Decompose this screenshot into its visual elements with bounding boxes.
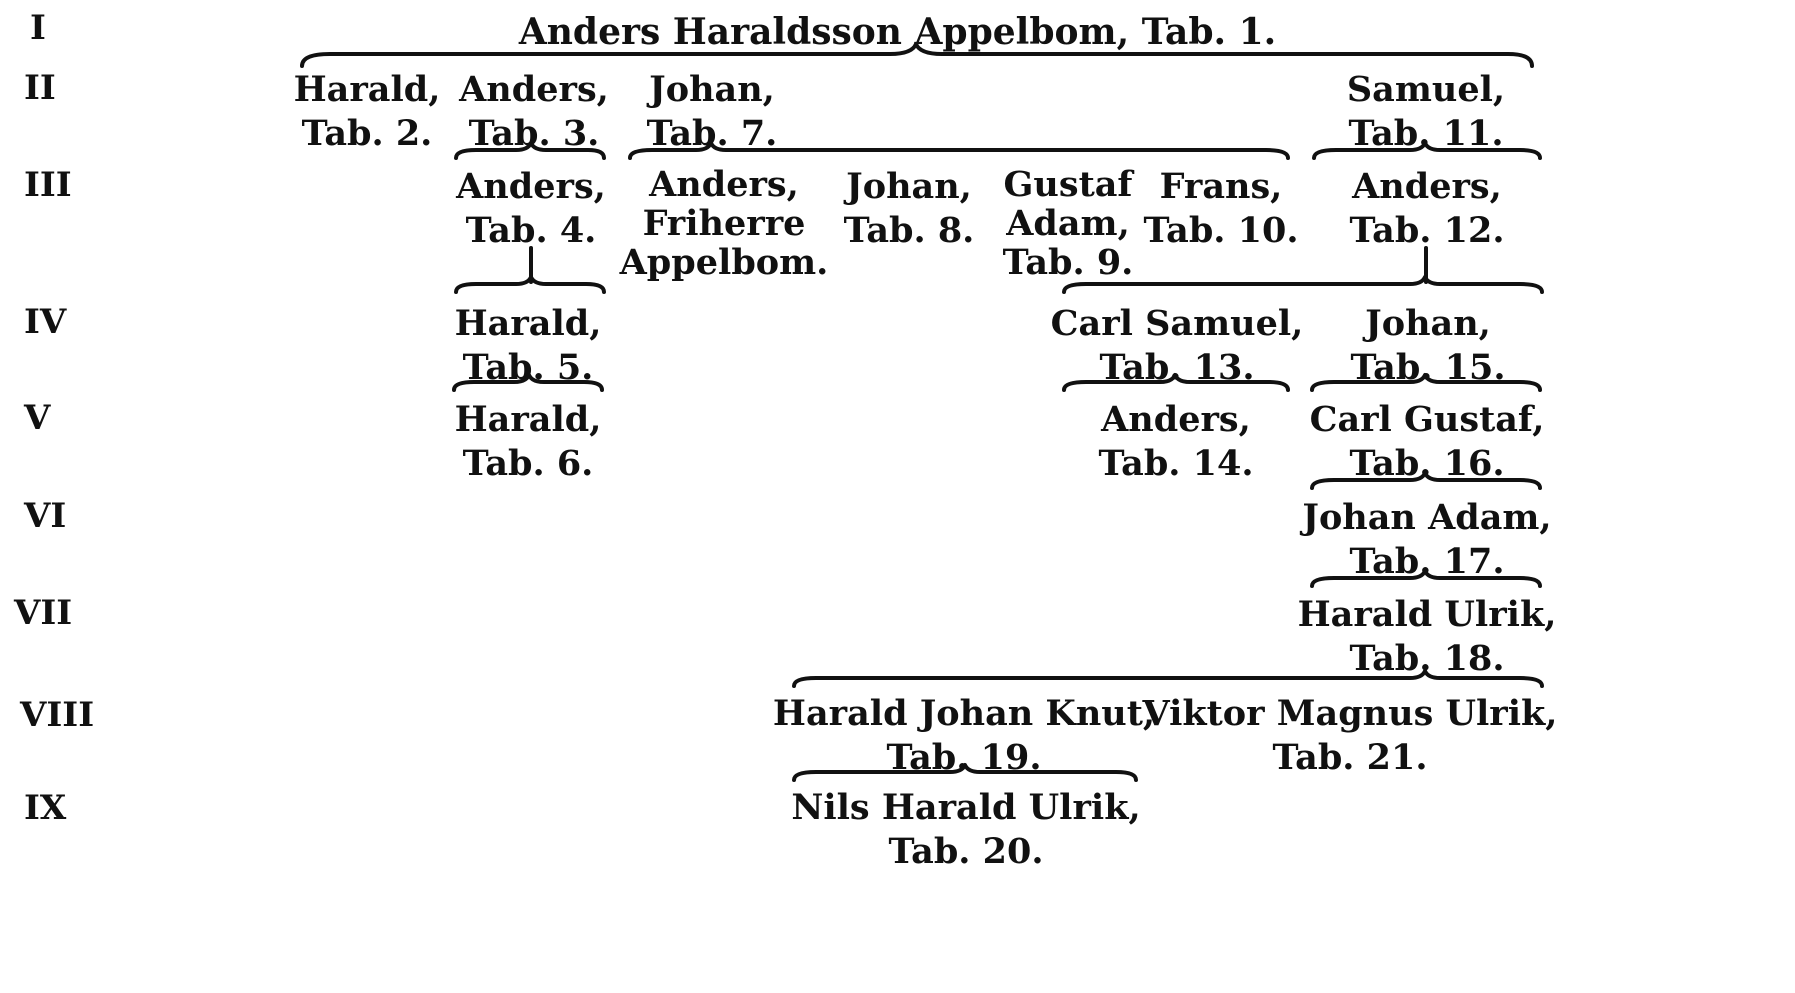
person-johan-tab-7: Johan, Tab. 7. (646, 69, 778, 154)
person-samuel-tab-11: Samuel, Tab. 11. (1346, 69, 1506, 154)
person-anders-tab-3: Anders, Tab. 3. (459, 69, 609, 154)
generation-label-2: II (24, 68, 56, 108)
person-gustaf-adam-tab-9: Gustaf Adam, Tab. 9. (1002, 164, 1134, 283)
person-anders-tab-4: Anders, Tab. 4. (456, 166, 606, 251)
generation-label-4: IV (24, 302, 67, 342)
generation-label-9: IX (24, 788, 67, 828)
person-nils-harald-ulrik-tab-20: Nils Harald Ulrik, Tab. 20. (791, 787, 1141, 872)
generation-label-8: VIII (20, 695, 95, 735)
person-johan-tab-8: Johan, Tab. 8. (843, 166, 975, 251)
person-johan-tab-15: Johan, Tab. 15. (1350, 303, 1506, 388)
person-anders-tab-12: Anders, Tab. 12. (1349, 166, 1505, 251)
person-carl-gustaf-tab-16: Carl Gustaf, Tab. 16. (1309, 399, 1545, 484)
person-harald-johan-knut-tab-19: Harald Johan Knut, Tab. 19. (772, 693, 1156, 778)
root-person: Anders Haraldsson Appelbom, Tab. 1. (518, 11, 1277, 53)
generation-label-7: VII (14, 593, 73, 633)
brace-anders-12 (1064, 277, 1542, 292)
person-anders-tab-14: Anders, Tab. 14. (1098, 399, 1254, 484)
generation-label-3: III (24, 165, 72, 205)
generation-label-1: I (30, 8, 46, 48)
generation-label-5: V (24, 398, 51, 438)
person-harald-ulrik-tab-18: Harald Ulrik, Tab. 18. (1297, 594, 1557, 679)
person-frans-tab-10: Frans, Tab. 10. (1143, 166, 1299, 251)
brace-anders-4 (456, 277, 604, 292)
person-viktor-magnus-ulrik-tab-21: Viktor Magnus Ulrik, Tab. 21. (1142, 693, 1558, 778)
person-harald-tab-6: Harald, Tab. 6. (454, 399, 602, 484)
person-harald-tab-2: Harald, Tab. 2. (293, 69, 441, 154)
person-harald-tab-5: Harald, Tab. 5. (454, 303, 602, 388)
person-johan-adam-tab-17: Johan Adam, Tab. 17. (1302, 497, 1552, 582)
generation-label-6: VI (24, 496, 67, 536)
person-carl-samuel-tab-13: Carl Samuel, Tab. 13. (1050, 303, 1304, 388)
person-anders-friherre-appelbom: Anders, Friherre Appelbom. (619, 164, 829, 283)
